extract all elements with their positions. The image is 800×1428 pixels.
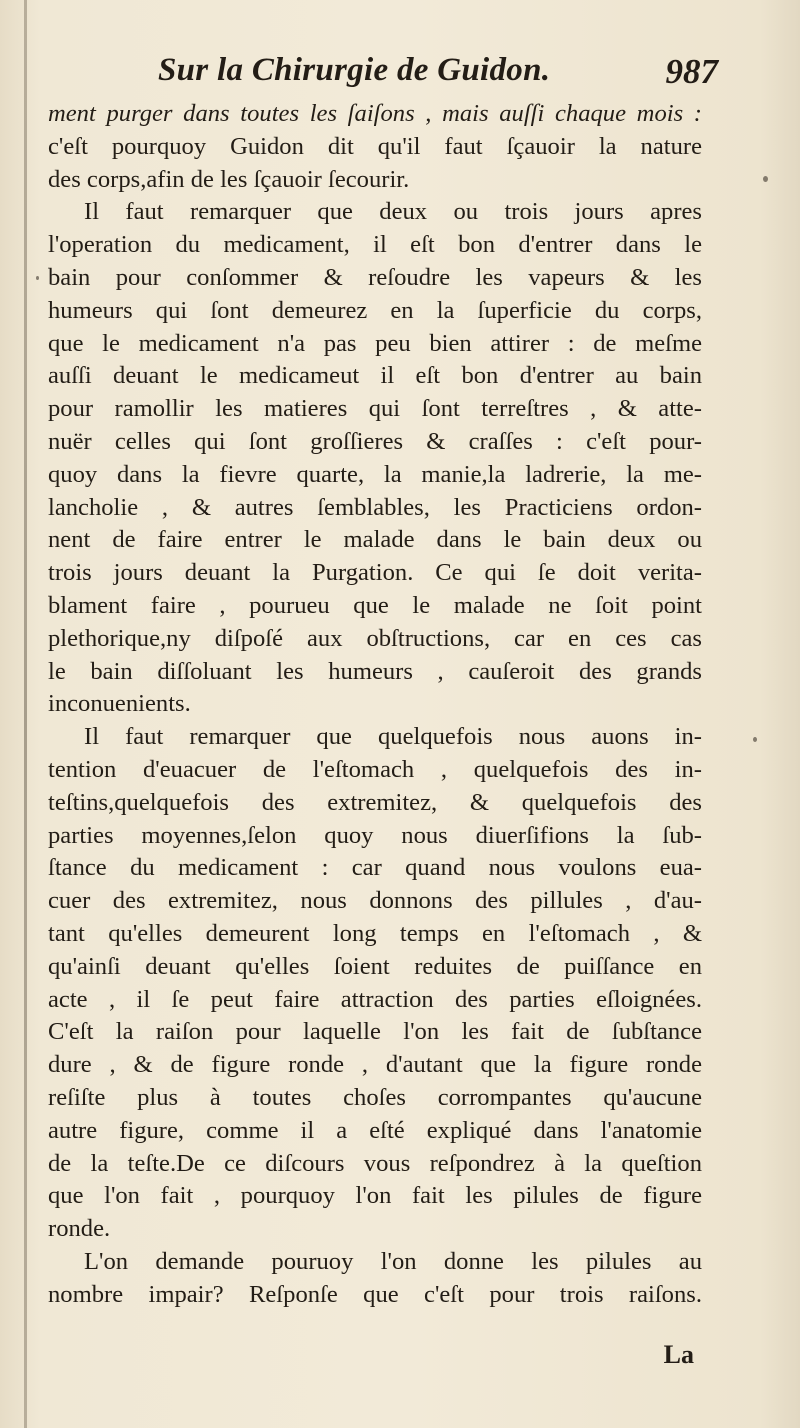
text-line: trois jours deuant la Purgation. Ce qui ſe doit verita- [48,559,702,587]
text-line: L'on demande pouruoy l'on donne les pilules au [84,1247,702,1275]
text-line: nombre impair? Reſponſe que c'eſt pour trois raiſons. [48,1280,702,1308]
text-line: Il faut remarquer que quelquefois nous auons in- [84,723,702,751]
text-line: inconuenients. [48,690,191,718]
text-line: acte , il ſe peut faire attraction des parties eſloignées. [48,985,702,1013]
page-header [158,52,718,96]
ink-speck [753,737,757,742]
text-line: tention d'euacuer de l'eſtomach , quelquefois des in- [48,755,702,783]
page-number: 987 [665,52,718,91]
text-line: reſiſte plus à toutes choſes corrompantes qu'aucune [48,1083,702,1111]
text-line: de la teſte.De ce diſcours vous reſpondrez à la queſtion [48,1149,702,1177]
text-line: c'eſt pourquoy Guidon dit qu'il faut ſçauoir la nature [48,132,702,160]
text-line: ronde. [48,1215,111,1243]
text-line: le bain diſſoluant les humeurs , cauſeroit des grands [48,657,702,685]
body-text [48,98,702,1311]
text-line: teſtins,quelquefois des extremitez, & quelquefois des [48,788,702,816]
running-head: Sur la Chirurgie de Guidon. [158,52,551,88]
text-line: cuer des extremitez, nous donnons des pillules , d'au- [48,887,702,915]
text-line: Il faut remarquer que deux ou trois jours apres [84,198,702,226]
text-line: qu'ainſi deuant qu'elles ſoient reduites de puiſſance en [48,952,702,980]
text-line: ſtance du medicament : car quand nous voulons eua- [48,854,702,882]
text-line: parties moyennes,ſelon quoy nous diuerſifions la ſub- [48,821,702,849]
text-line: C'eſt la raiſon pour laquelle l'on les fait de ſubſtance [48,1018,702,1046]
text-line: blament faire , pourueu que le malade ne ſoit point [48,591,702,619]
text-line: l'operation du medicament, il eſt bon d'entrer dans le [48,231,702,259]
page-binding-edge [24,0,27,1428]
text-line: plethorique,ny diſpoſé aux obſtructions, car en ces cas [48,624,702,652]
text-line: nuër celles qui ſont groſſieres & craſſes : c'eſt pour- [48,427,702,455]
text-line: autre figure, comme il a eſté expliqué dans l'anatomie [48,1116,702,1144]
text-line: tant qu'elles demeurent long temps en l'eſtomach , & [48,919,702,947]
ink-speck [36,276,39,280]
catchword: La [663,1340,694,1369]
text-line: pour ramollir les matieres qui ſont terreſtres , & atte- [48,395,702,423]
text-line: que le medicament n'a pas peu bien attirer : de meſme [48,329,702,357]
text-line: des corps,afin de les ſçauoir ſecourir. [48,165,410,193]
text-line: dure , & de figure ronde , d'autant que la figure ronde [48,1051,702,1079]
text-line: auſſi deuant le medicameut il eſt bon d'entrer au bain [48,362,702,390]
text-line: humeurs qui ſont demeurez en la ſuperficie du corps, [48,296,702,324]
text-line: bain pour conſommer & reſoudre les vapeurs & les [48,263,702,291]
ink-speck [763,176,768,182]
text-line: lancholie , & autres ſemblables, les Practiciens ordon- [48,493,702,521]
text-line: nent de faire entrer le malade dans le bain deux ou [48,526,702,554]
text-line: que l'on fait , pourquoy l'on fait les pilules de figure [48,1182,702,1210]
text-line: quoy dans la fievre quarte, la manie,la ladrerie, la me- [48,460,702,488]
text-line: ment purger dans toutes les ſaiſons , mais auſſi chaque mois : [48,100,702,127]
